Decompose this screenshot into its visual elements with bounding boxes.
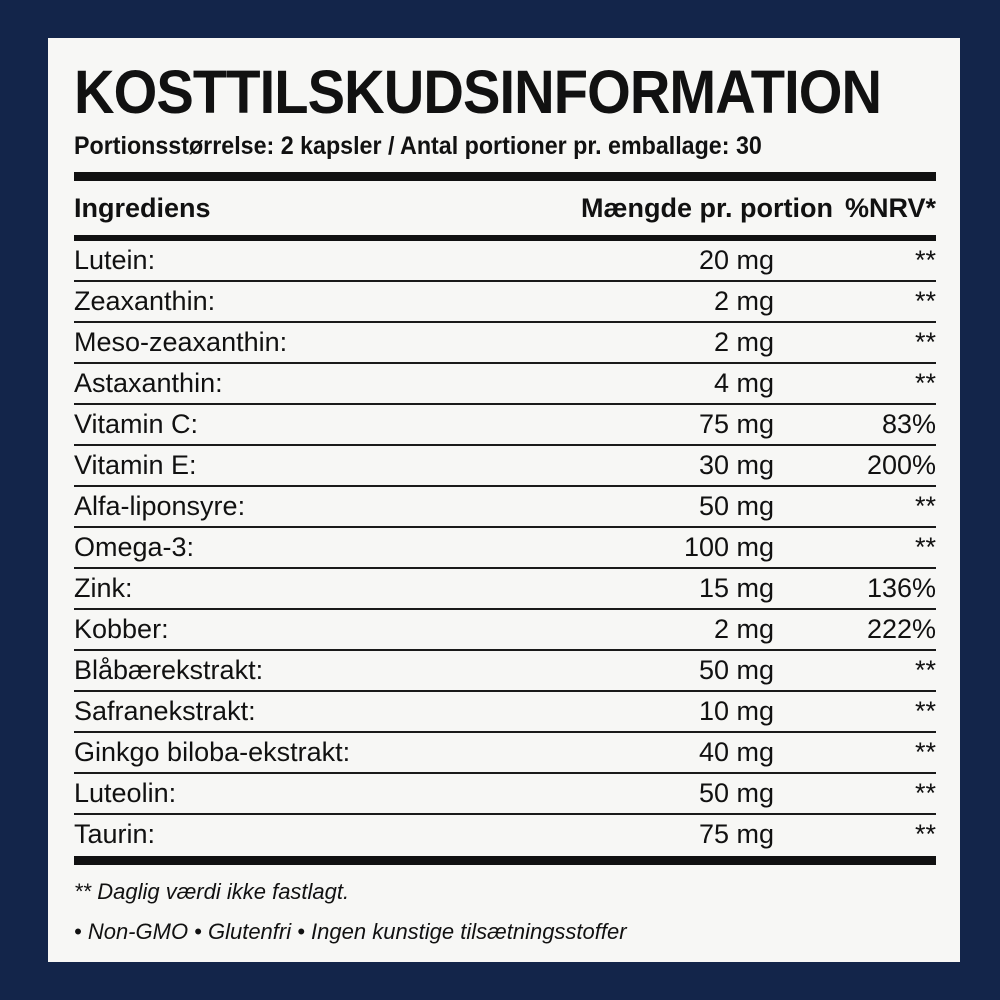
ingredient-amount: 10 mg [698,696,774,726]
supplement-facts-panel [48,38,960,962]
header-nrv: %NRV* [844,192,936,223]
ingredient-nrv: ** [914,491,936,521]
top-divider [74,172,936,181]
table-row [74,364,936,405]
ingredient-name: Vitamin C: [74,409,199,439]
ingredient-nrv: ** [914,532,936,562]
table-row [74,733,936,774]
ingredient-name: Zeaxanthin: [74,286,216,316]
ingredient-nrv: ** [914,737,936,767]
ingredient-name: Ginkgo biloba-ekstrakt: [74,737,351,767]
ingredient-name: Meso-zeaxanthin: [74,327,288,357]
ingredient-nrv: ** [914,655,936,685]
ingredient-nrv: ** [914,778,936,808]
ingredient-amount: 40 mg [698,737,774,767]
serving-info: Portionsstørrelse: 2 kapsler / Antal portioner pr. emballage: 30 [74,132,762,160]
ingredient-name: Omega-3: [74,532,195,562]
ingredient-nrv: ** [914,327,936,357]
header-amount: Mængde pr. portion [581,192,833,223]
table-row [74,692,936,733]
ingredient-name: Astaxanthin: [74,368,223,398]
ingredient-amount: 4 mg [713,368,774,398]
ingredient-nrv: ** [914,696,936,726]
table-row [74,651,936,692]
ingredient-name: Safranekstrakt: [74,696,256,726]
table-row [74,405,936,446]
table-row [74,323,936,364]
ingredient-amount: 75 mg [698,409,774,439]
ingredient-nrv: ** [914,819,936,849]
table-row [74,241,936,282]
ingredient-amount: 75 mg [698,819,774,849]
ingredient-nrv: ** [914,286,936,316]
ingredient-name: Vitamin E: [74,450,197,480]
ingredient-amount: 50 mg [698,655,774,685]
ingredient-amount: 20 mg [698,245,774,275]
ingredient-name: Lutein: [74,245,156,275]
ingredient-nrv: ** [914,245,936,275]
table-row [74,815,936,854]
table-row [74,774,936,815]
ingredient-name: Taurin: [74,819,156,849]
ingredient-list [74,241,936,854]
ingredient-nrv: 136% [866,573,936,603]
ingredient-amount: 50 mg [698,491,774,521]
ingredient-name: Luteolin: [74,778,177,808]
ingredient-amount: 2 mg [713,286,774,316]
ingredient-amount: 2 mg [713,327,774,357]
ingredient-name: Blåbærekstrakt: [74,655,264,685]
table-row [74,610,936,651]
ingredient-amount: 15 mg [698,573,774,603]
label-title: KOSTTILSKUDSINFORMATION [74,58,882,126]
ingredient-amount: 100 mg [683,532,774,562]
table-row [74,528,936,569]
ingredient-name: Zink: [74,573,133,603]
ingredient-nrv: ** [914,368,936,398]
ingredient-name: Alfa-liponsyre: [74,491,246,521]
table-row [74,569,936,610]
table-row [74,282,936,323]
ingredient-amount: 2 mg [713,614,774,644]
ingredient-name: Kobber: [74,614,169,644]
header-ingredient: Ingrediens [74,192,211,223]
ingredient-nrv: 200% [866,450,936,480]
table-header [74,181,936,235]
ingredient-amount: 30 mg [698,450,774,480]
ingredient-nrv: 83% [881,409,936,439]
product-claims: • Non-GMO • Glutenfri • Ingen kunstige tilsætningsstoffer [74,919,627,944]
ingredient-amount: 50 mg [698,778,774,808]
table-row [74,487,936,528]
bottom-divider [74,856,936,865]
footnote: ** Daglig værdi ikke fastlagt. [74,879,350,904]
ingredient-nrv: 222% [866,614,936,644]
table-row [74,446,936,487]
